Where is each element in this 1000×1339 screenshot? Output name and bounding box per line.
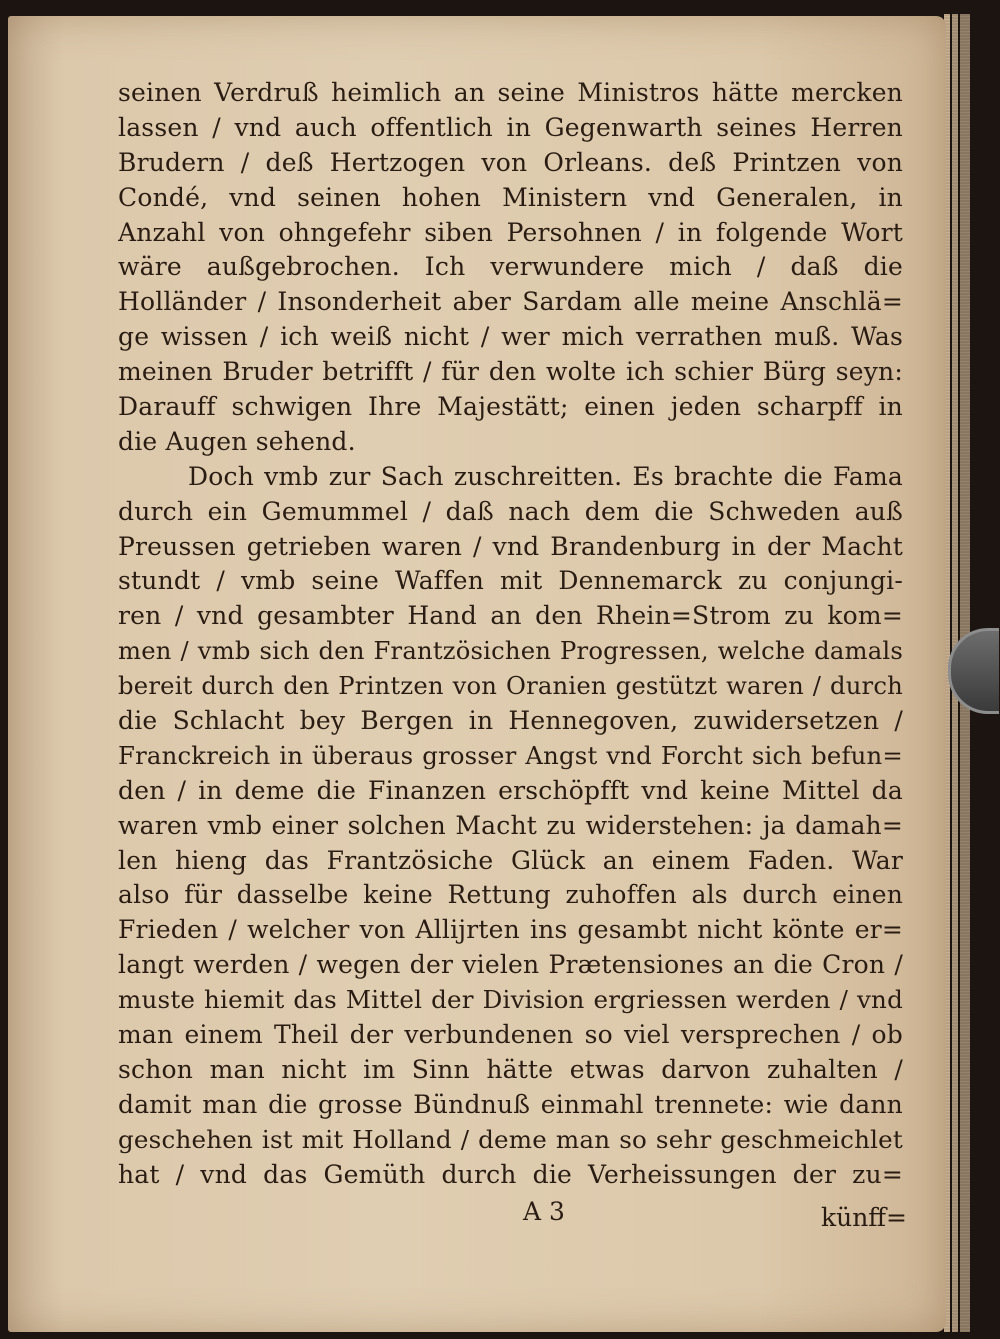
text-line: die Schlacht bey Bergen in Hennegoven, zuwidersetzen / (118, 706, 903, 736)
text-line: Doch vmb zur Sach zuschreitten. Es brachte die Fama (188, 461, 903, 491)
text-line: hat / vnd das Gemüth durch die Verheissungen der zu= (118, 1159, 903, 1189)
signature-mark: A 3 (523, 1197, 565, 1226)
text-line: durch ein Gemummel / daß nach dem die Schweden auß (118, 496, 903, 526)
text-line: ge wissen / ich weiß nicht / wer mich verrathen muß. Was (118, 322, 903, 352)
text-line: Holländer / Insonderheit aber Sardam alle meine Anschlä= (118, 287, 903, 317)
text-line: men / vmb sich den Frantzösichen Progressen, welche damals (118, 636, 903, 666)
text-line: Condé, vnd seinen hohen Ministern vnd Generalen, in (118, 182, 903, 212)
catchword: künff= (820, 1203, 907, 1232)
text-line: damit man die grosse Bündnuß einmahl trennete: wie dann (118, 1089, 903, 1119)
text-line: die Augen sehend. (118, 426, 356, 456)
body-text (118, 76, 903, 1193)
text-line: Frieden / welcher von Allijrten ins gesambt nicht könte er= (118, 915, 903, 945)
text-line: muste hiemit das Mittel der Division ergriessen werden / vnd (118, 985, 903, 1015)
text-line: also für dasselbe keine Rettung zuhoffen als durch einen (118, 880, 903, 910)
text-line: meinen Bruder betrifft / für den wolte ich schier Bürg seyn: (118, 357, 903, 387)
text-line: den / in deme die Finanzen erschöpfft vnd keine Mittel da (118, 775, 903, 805)
text-line: schon man nicht im Sinn hätte etwas darvon zuhalten / (118, 1054, 903, 1084)
text-line: lassen / vnd auch offentlich in Gegenwarth seines Herren (118, 112, 903, 142)
text-line: Preussen getrieben waren / vnd Brandenburg in der Macht (118, 531, 903, 561)
text-line: geschehen ist mit Holland / deme man so sehr geschmeichlet (118, 1124, 903, 1154)
text-line: stundt / vmb seine Waffen mit Dennemarck zu conjungi- (118, 566, 903, 596)
text-line: Franckreich in überaus grosser Angst vnd Forcht sich befun= (118, 740, 903, 770)
text-line: Anzahl von ohngefehr siben Persohnen / in folgende Wort (118, 217, 903, 247)
text-line: bereit durch den Printzen von Oranien gestützt waren / durch (118, 671, 903, 701)
text-line: man einem Theil der verbundenen so viel versprechen / ob (118, 1020, 903, 1050)
text-line: seinen Verdruß heimlich an seine Ministros hätte mercken (118, 78, 903, 107)
text-line: len hieng das Frantzösiche Glück an einem Faden. War (118, 845, 903, 875)
text-line: ren / vnd gesambter Hand an den Rhein=Strom zu kom= (118, 601, 903, 631)
text-line: wäre außgebrochen. Ich verwundere mich / daß die (118, 252, 903, 282)
text-line: Brudern / deß Hertzogen von Orleans. deß Printzen von (118, 147, 903, 177)
text-line: langt werden / wegen der vielen Prætensiones an die Cron / (118, 950, 903, 980)
text-line: waren vmb einer solchen Macht zu widerstehen: ja damah= (118, 810, 903, 840)
page-footer (118, 1197, 907, 1237)
text-line: Darauff schwigen Ihre Majestätt; einen jeden scharpff in (118, 392, 903, 422)
